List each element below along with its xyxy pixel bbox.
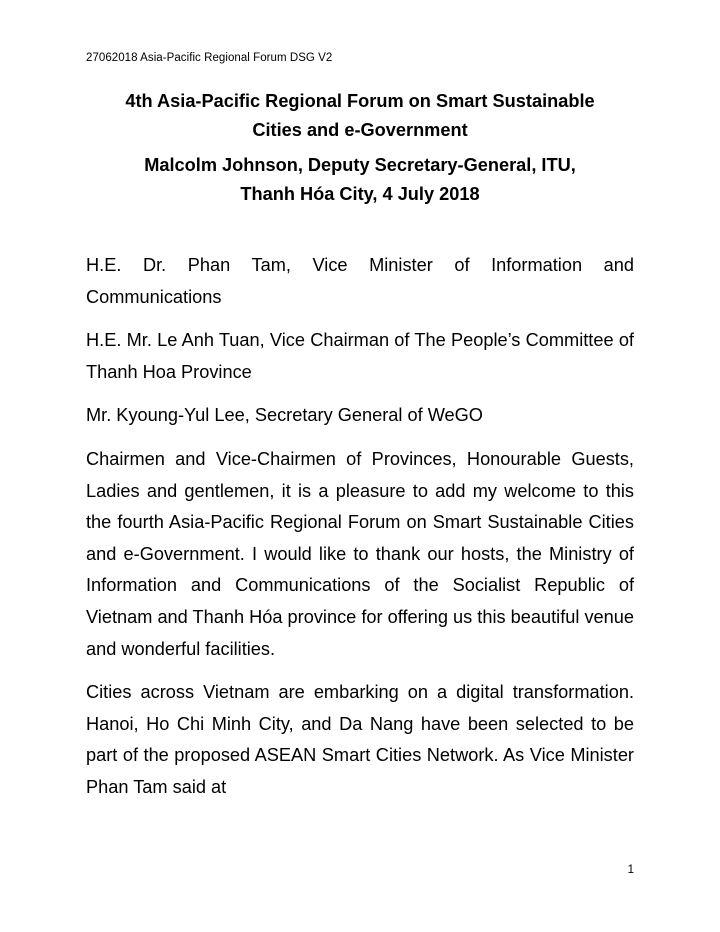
body-paragraph: Chairmen and Vice-Chairmen of Provinces, Honourable Guests, Ladies and gentlemen, it is a pleasure to add my welcome to this the fourth Asia-Pacific Regional Forum on Smart Sustainable Cities and e-Government. I would like to thank our hosts, the Ministry of Information and Communications of the Socialist Republic of Vietnam and Thanh Hóa province for offering us this beautiful venue and wonderful facilities. bbox=[86, 448, 635, 659]
title-line-1: 4th Asia-Pacific Regional Forum on Smart Sustainable bbox=[125, 91, 595, 111]
speech-body bbox=[86, 250, 634, 816]
speaker-line-2: Thanh Hóa City, 4 July 2018 bbox=[240, 184, 480, 204]
salutation-paragraph: H.E. Dr. Phan Tam, Vice Minister of Information and Communications bbox=[86, 255, 634, 307]
salutation-paragraph: H.E. Mr. Le Anh Tuan, Vice Chairman of The People’s Committee of Thanh Hoa Province bbox=[86, 330, 634, 382]
title-line-2: Cities and e-Government bbox=[252, 120, 468, 140]
speaker-info bbox=[86, 151, 634, 209]
document-reference-header: 27062018 Asia-Pacific Regional Forum DSG V2 bbox=[86, 52, 333, 64]
salutation-paragraph: Mr. Kyoung-Yul Lee, Secretary General of WeGO bbox=[86, 405, 483, 426]
page-number: 1 bbox=[627, 864, 634, 876]
speaker-line-1: Malcolm Johnson, Deputy Secretary-General, ITU, bbox=[144, 155, 576, 175]
body-paragraph: Cities across Vietnam are embarking on a digital transformation. Hanoi, Ho Chi Minh City, and Da Nang have been selected to be part of the proposed ASEAN Smart Cities Network. As Vice Minister Phan Tam said at bbox=[86, 682, 634, 797]
document-title bbox=[86, 87, 634, 145]
